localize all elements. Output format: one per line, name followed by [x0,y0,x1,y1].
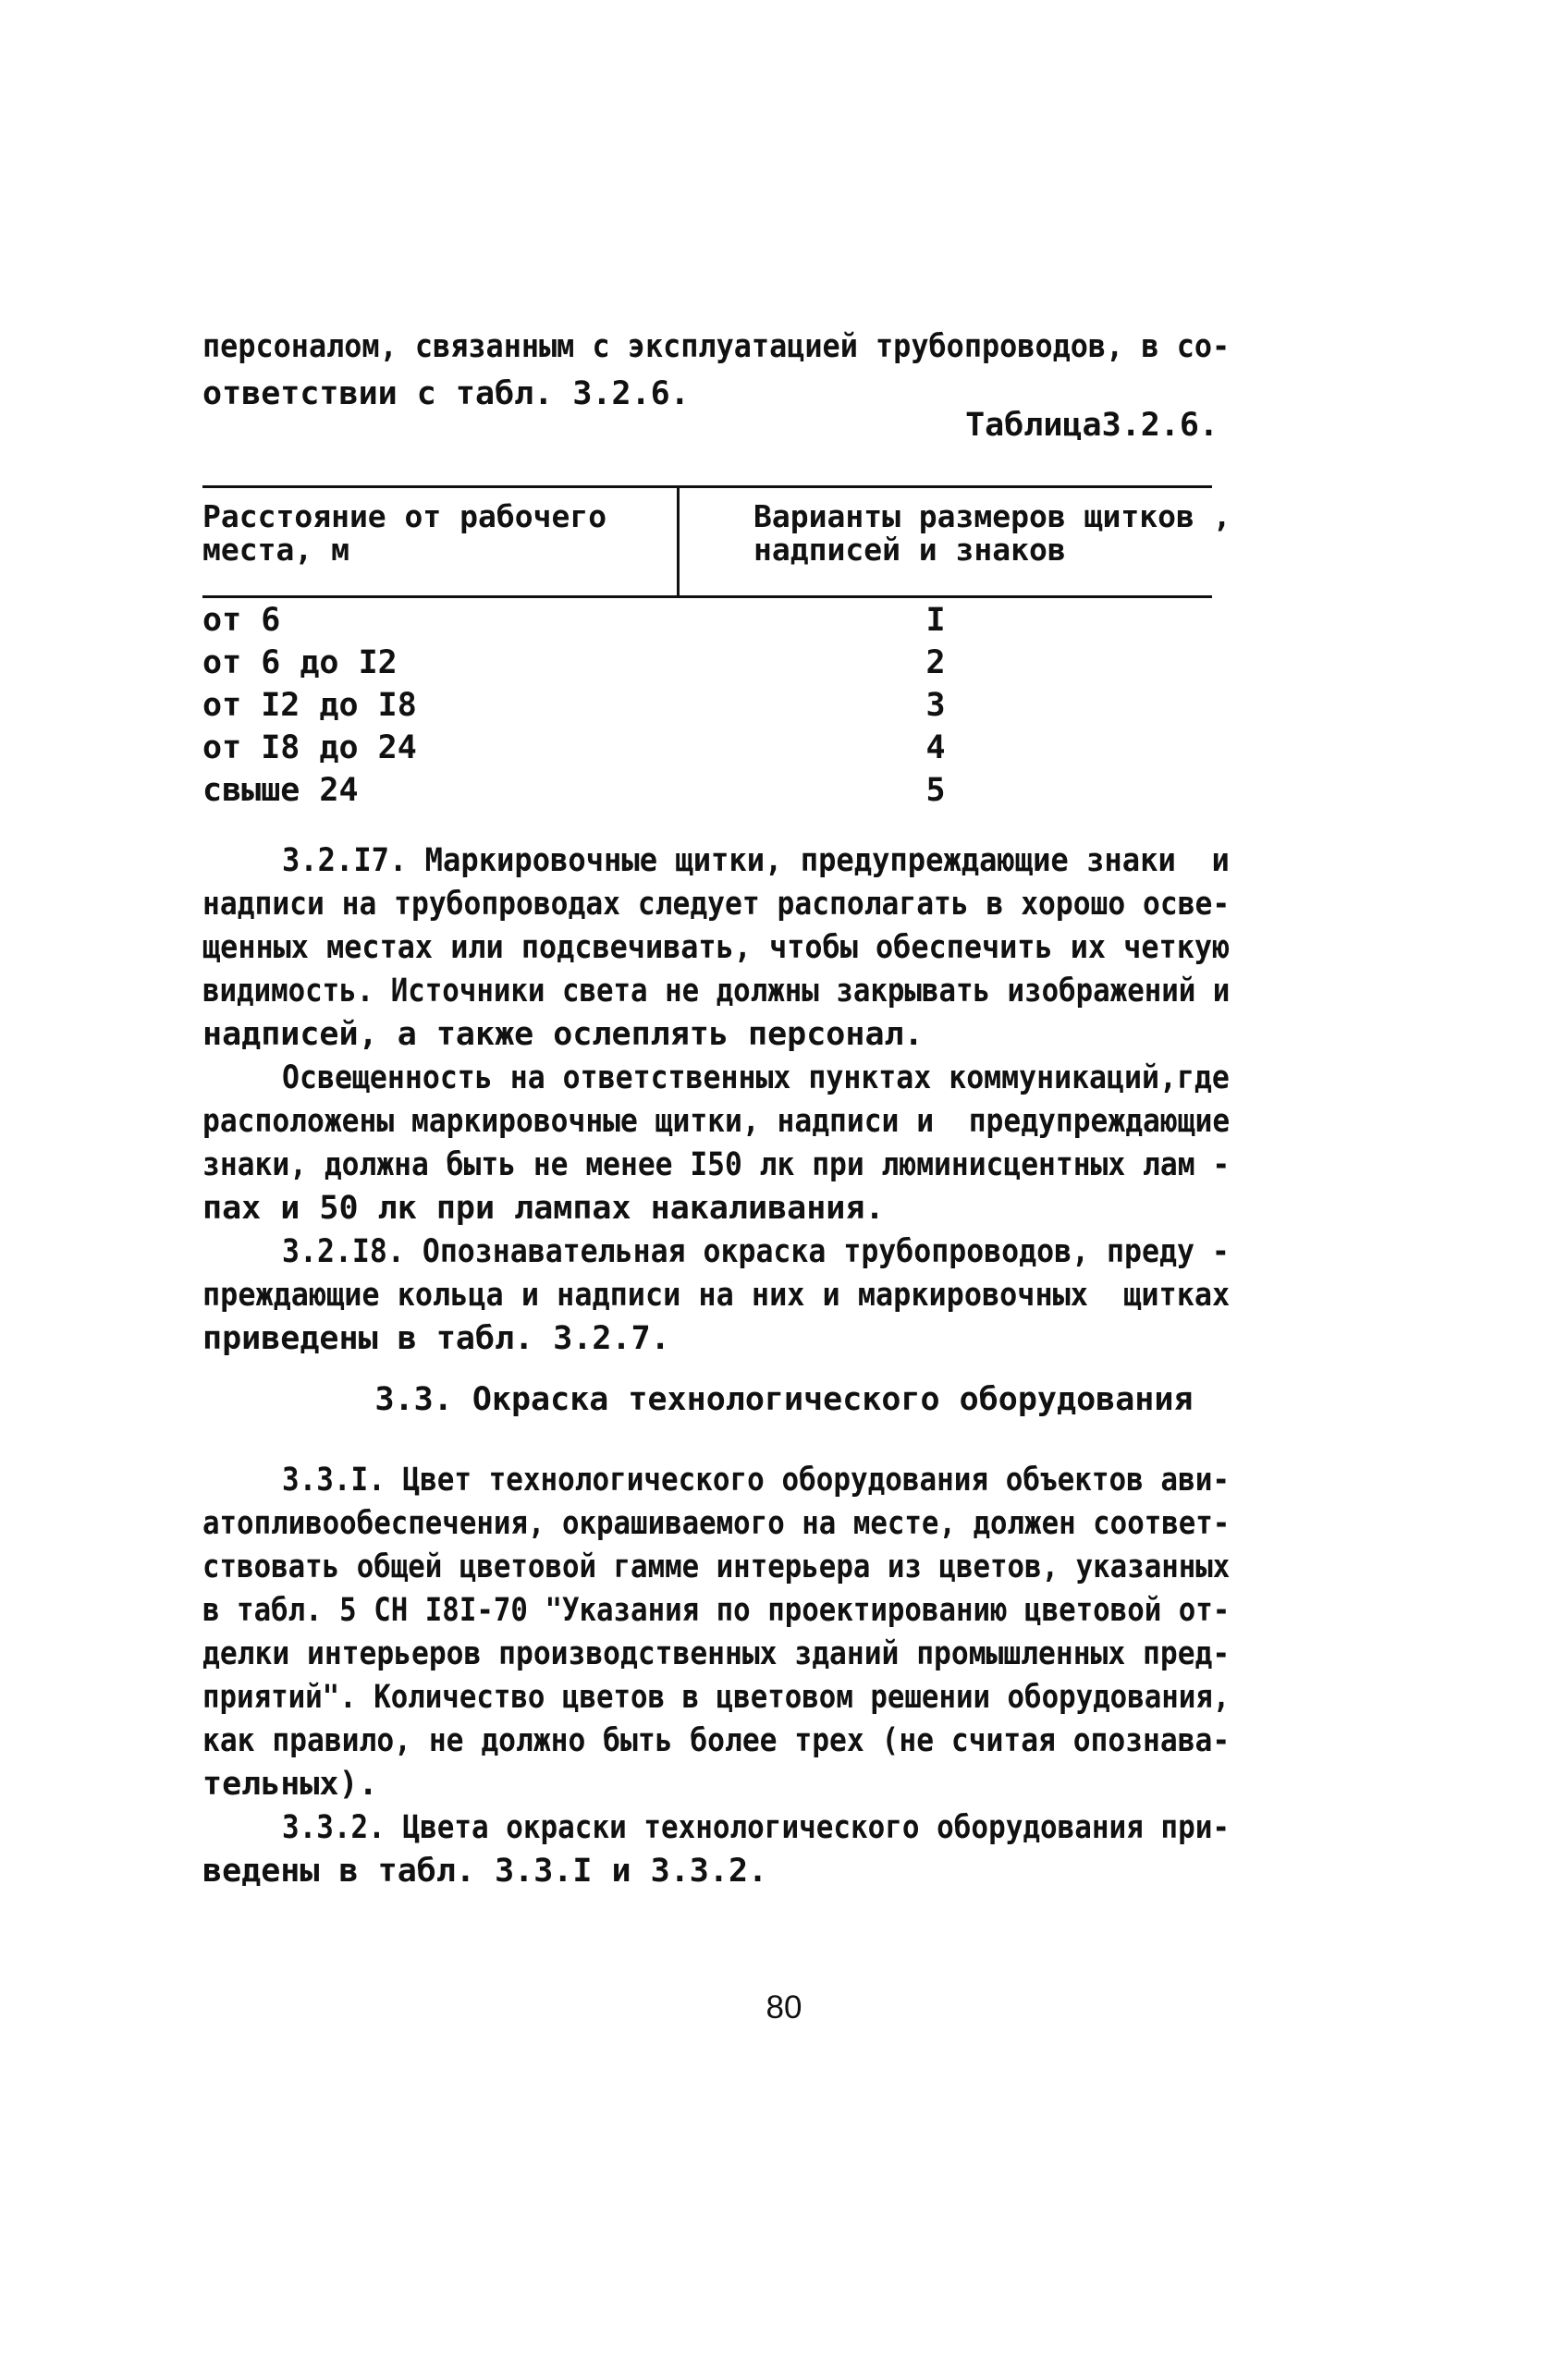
row-variant: I [925,602,946,639]
page-number: 80 [766,1989,802,2025]
p3218-line-2: преждающие кольца и надписи на них и маркировочных щитках [202,1277,1231,1314]
row-variant: 4 [925,729,946,766]
header-variants-line-1: Варианты размеров щитков , [753,498,1231,534]
p332-line-1: 3.3.2. Цвета окраски технологического оборудования при- [282,1809,1230,1846]
table-caption: Таблица3.2.6. [965,407,1219,444]
p3218-line-1: 3.2.I8. Опознавательная окраска трубопроводов, преду - [282,1233,1230,1270]
row-variant: 2 [925,644,946,681]
table-header-rule [202,595,1212,598]
p332-line-2: ведены в табл. 3.3.I и 3.3.2. [202,1853,768,1890]
header-variants [753,500,1231,567]
p3217-line-3: щенных местах или подсвечивать, чтобы обеспечить их четкую [202,929,1231,966]
table-row [202,727,1212,770]
table-row [202,642,1212,685]
p331-line-6: приятий". Количество цветов в цветовом решении оборудования, [202,1679,1231,1716]
p3217-line-4: видимость. Источники света не должны закрывать изображений и [202,973,1231,1010]
p331-line-3: ствовать общей цветовой гамме интерьера из цветов, указанных [202,1548,1231,1585]
header-distance-line-2: места, м [202,532,349,568]
light-line-4: пах и 50 лк при лампах накаливания. [202,1190,885,1227]
header-distance [202,500,606,567]
row-distance: свыше 24 [202,772,359,809]
row-distance: от I2 до I8 [202,687,417,724]
intro-line-2: ответствии с табл. 3.2.6. [202,375,690,412]
p331-line-8: тельных). [202,1766,378,1803]
row-distance: от 6 до I2 [202,644,398,681]
p331-line-2: атопливообеспечения, окрашиваемого на месте, должен соответ- [202,1505,1231,1542]
row-distance: от 6 [202,602,281,639]
light-line-2: расположены маркировочные щитки, надписи и предупреждающие [202,1103,1231,1140]
table-row [202,599,1212,643]
p331-line-7: как правило, не должно быть более трех (не считая опознава- [202,1722,1231,1759]
table-column-divider [677,487,680,595]
p3217-line-5: надписей, а также ослеплять персонал. [202,1016,924,1053]
p3218-line-3: приведены в табл. 3.2.7. [202,1320,670,1357]
header-distance-line-1: Расстояние от рабочего [202,498,607,534]
header-variants-line-2: надписей и знаков [753,532,1066,568]
table-row [202,769,1212,813]
p331-line-5: делки интерьеров производственных зданий промышленных пред- [202,1635,1231,1672]
p3217-line-2: надписи на трубопроводах следует располагать в хорошо осве- [202,886,1231,923]
row-variant: 5 [925,772,946,809]
table-top-rule [202,485,1212,488]
p3217-line-1: 3.2.I7. Маркировочные щитки, предупреждающие знаки и [282,842,1230,879]
row-distance: от I8 до 24 [202,729,417,766]
light-line-1: Освещенность на ответственных пунктах коммуникаций,где [282,1059,1230,1096]
light-line-3: знаки, должна быть не менее I50 лк при люминисцентных лам - [202,1146,1231,1183]
p331-line-1: 3.3.I. Цвет технологического оборудования объектов ави- [282,1462,1230,1499]
p331-line-4: в табл. 5 СН I8I-70 "Указания по проектированию цветовой от- [202,1592,1231,1629]
intro-line-1: персоналом, связанным с эксплуатацией трубопроводов, в со- [202,328,1231,365]
table-row [202,684,1212,728]
section-heading: 3.3. Окраска технологического оборудования [374,1381,1194,1418]
row-variant: 3 [925,687,946,724]
